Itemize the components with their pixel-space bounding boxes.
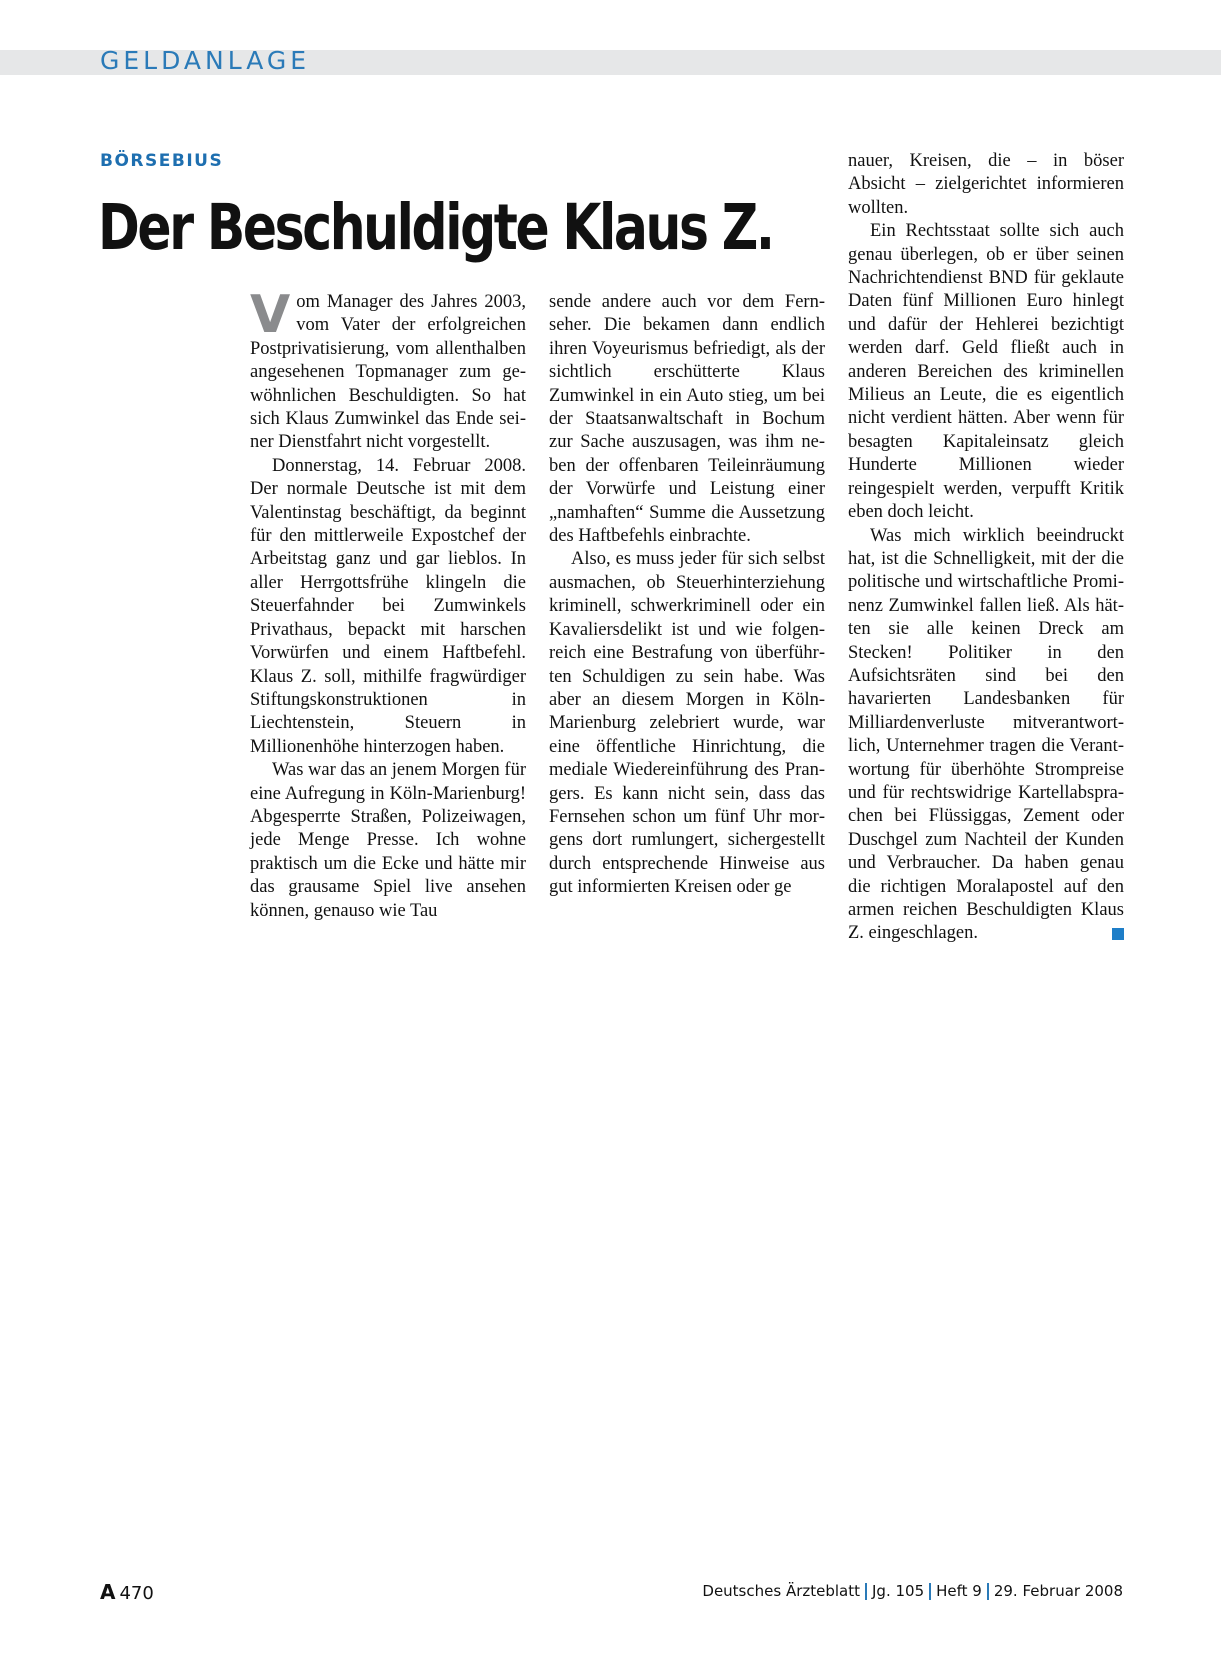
journal-info	[702, 1582, 1123, 1600]
paragraph	[848, 525, 1124, 946]
page-number-value: 470	[119, 1583, 154, 1604]
separator	[987, 1583, 989, 1600]
paragraph: Donnerstag, 14. Februar 2008. Der normale Deutsche ist mit dem Valentinstag beschäftigt, da beginnt für den mittlerweile Expostchef der Arbeitstag ganz und gar lieblos. In aller Herrgottsfrühe klingeln die Steuerfahnder bei Zumwinkels Privathaus, bepackt mit harschen Vorwürfen und einem Haftbefehl. Klaus Z. soll, mithilfe fragwürdiger Stiftungskonstruktionen in Liechtenstein, Steuern in Millionenhöhe hinterzogen haben.	[250, 455, 526, 757]
page-prefix: A	[100, 1580, 116, 1604]
text-column-1	[250, 285, 527, 923]
text-column-3	[848, 150, 1124, 946]
journal-date: 29. Februar 2008	[993, 1582, 1123, 1600]
page-number	[100, 1580, 154, 1604]
paragraph: Ein Rechtsstaat sollte sich auch genau überlegen, ob er über seinen Nachrichtendienst BND für geklaute Daten fünf Millionen Euro hinlegt und dafür der Hehlerei bezichtigt werden darf. Geld fließt auch in anderen Bereichen des kriminellen Milieus an Leute, die es eigentlich nicht verdient hätten. Aber wenn für besagten Kapitaleinsatz gleich Hunderte Millionen wieder reingespielt werden, verpufft Kritik eben doch leicht.	[848, 221, 1124, 523]
paragraph-text: Was mich wirklich beeindruckt hat, ist die Schnelligkeit, mit der die politische und wirtschaftliche Prominenz Zumwinkel fallen ließ. Als hätten sie alle keinen Dreck am Stecken! Politiker in den Aufsichtsräten sind bei den havarierten Landesbanken für Milliardenverluste mitverantwortlich, Unternehmer tragen die Verantwortung für überhöhte Strompreise und für rechtswidrige Kartellabsprachen bei Flüssiggas, Zement oder Duschgel zum Nachteil der Kunden und Verbraucher. Da haben genau die richtigen Moralapostel auf den armen reichen Beschuldigten Klaus Z. eingeschlagen.	[848, 525, 1124, 944]
article-title: Der Beschuldigte Klaus Z.	[98, 191, 773, 264]
paragraph: Also, es muss jeder für sich selbst ausmachen, ob Steuerhinterziehung kriminell, schwerkriminell oder ein Kavaliersdelikt ist und wie folgenreich eine Bestrafung von überführten Schuldigen zu sein habe. Was aber an diesem Morgen in Köln-Marienburg zelebriert wurde, war eine öffentliche Hinrichtung, die mediale Wiedereinführung des Prangers. Es kann nicht sein, dass das Fernsehen schon um fünf Uhr morgens dort rumlungert, sichergestellt durch entsprechende Hinweise aus gut informierten Kreisen oder ge	[549, 549, 825, 898]
journal-issue: Heft 9	[936, 1582, 982, 1600]
separator	[929, 1583, 931, 1600]
paragraph: Was war das an jenem Morgen für eine Aufregung in Köln-Marienburg! Abgesperrte Straßen, Polizeiwagen, jede Menge Presse. Ich wohne praktisch um die Ecke und hätte mir das grausame Spiel live ansehen können, genauso wie Tau	[250, 760, 527, 921]
article-kicker: BÖRSEBIUS	[100, 151, 224, 171]
section-label: GELDANLAGE	[100, 46, 311, 75]
end-mark-icon	[1112, 928, 1124, 940]
paragraph: nauer, Kreisen, die – in böser Absicht – zielgerichtet informieren wollten.	[848, 151, 1124, 218]
paragraph	[250, 285, 526, 455]
journal-name: Deutsches Ärzteblatt	[702, 1582, 860, 1600]
paragraph-text: om Manager des Jahres 2003, vom Vater der erfolgreichen Postprivatisierung, vom allenthalben angesehenen Topmanager zum gewöhnlichen Beschuldigten. So hat sich Klaus Zumwinkel das Ende seiner Dienstfahrt nicht vorgestellt.	[250, 292, 526, 453]
separator	[865, 1583, 867, 1600]
journal-volume: Jg. 105	[872, 1582, 925, 1600]
drop-cap: V	[250, 285, 291, 345]
paragraph: sende andere auch vor dem Fernseher. Die bekamen dann endlich ihren Voyeurismus befriedigt, als der sichtlich erschütterte Klaus Zumwinkel in ein Auto stieg, um bei der Staatsanwaltschaft in Bochum zur Sache auszusagen, was ihm neben der offenbaren Teileinräumung der Vorwürfe und Leistung einer „namhaften“ Summe die Aussetzung des Haftbefehls einbrachte.	[549, 292, 825, 547]
text-column-2	[549, 291, 825, 900]
